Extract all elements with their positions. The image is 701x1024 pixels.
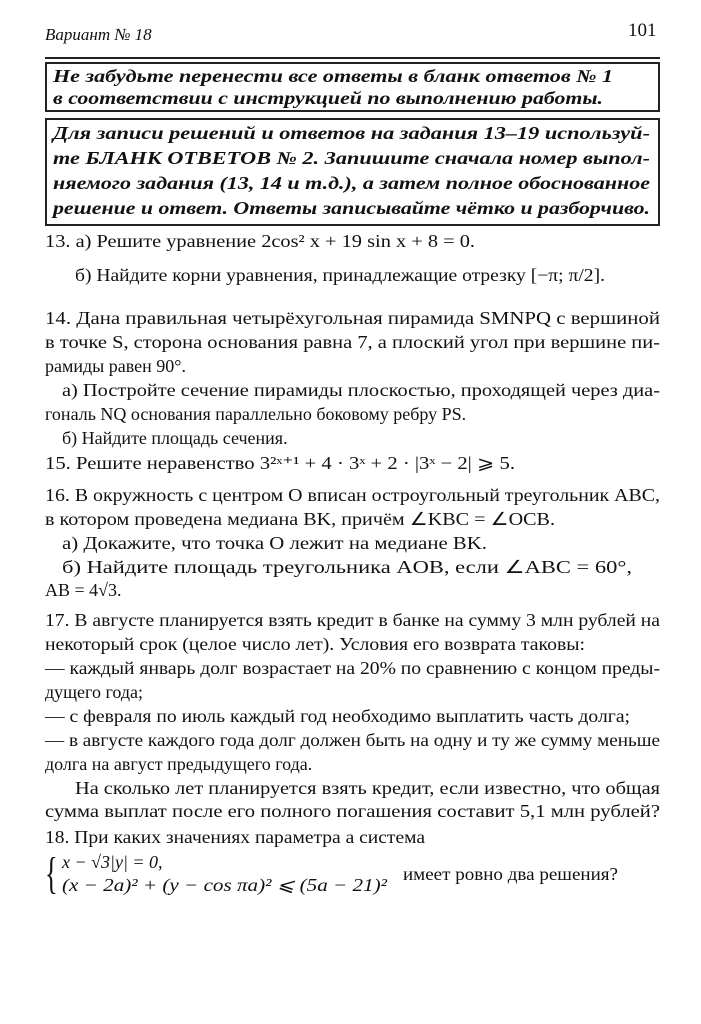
task18-intro: 18. При каких значениях параметра a система bbox=[45, 827, 426, 847]
task17-line: — каждый январь долг возрастает на 20% по сравнению с концом преды- bbox=[45, 658, 660, 678]
task15: 15. Решите неравенство 3²ˣ⁺¹ + 4 · 3ˣ + 2 · |3ˣ − 2| ⩾ 5. bbox=[45, 453, 515, 473]
task13-b: б) Найдите корни уравнения, принадлежащие отрезку [−π; π/2]. bbox=[75, 265, 605, 285]
task17-line: На сколько лет планируется взять кредит, если известно, что общая bbox=[75, 778, 660, 798]
variant-header: Вариант № 18 bbox=[45, 25, 152, 44]
system-brace: { bbox=[45, 849, 58, 898]
task16-line: б) Найдите площадь треугольника AOB, если ∠ABC = 60°, bbox=[62, 557, 632, 577]
notice2-line: те БЛАНК ОТВЕТОВ № 2. Запишите сначала номер выпол- bbox=[53, 148, 650, 168]
task18-eq1: x − √3|y| = 0, bbox=[62, 852, 163, 872]
task17-line: долга на август предыдущего года. bbox=[45, 754, 313, 774]
notice2-line: Для записи решений и ответов на задания 13–19 используй- bbox=[53, 123, 650, 143]
task14-line: 14. Дана правильная четырёхугольная пирамида SMNPQ с вершиной bbox=[45, 308, 660, 328]
header-rule bbox=[45, 57, 660, 59]
task16-line: 16. В окружность с центром O вписан остроугольный треугольник ABC, bbox=[45, 485, 660, 505]
task18-eq2: (x − 2a)² + (y − cos πa)² ⩽ (5a − 21)² bbox=[62, 875, 388, 895]
task17-line: сумма выплат после его полного погашения составит 5,1 млн рублей? bbox=[45, 801, 660, 821]
task17-line: дущего года; bbox=[45, 682, 144, 702]
task17-line: 17. В августе планируется взять кредит в банке на сумму 3 млн рублей на bbox=[45, 610, 660, 630]
notice2-line: решение и ответ. Ответы записывайте чётко и разборчиво. bbox=[53, 198, 650, 218]
task18-tail: имеет ровно два решения? bbox=[403, 864, 618, 884]
task14-line: гональ NQ основания параллельно боковому ребру PS. bbox=[45, 404, 467, 424]
task14-line: а) Постройте сечение пирамиды плоскостью, проходящей через диа- bbox=[62, 380, 660, 400]
task14-line: б) Найдите площадь сечения. bbox=[62, 428, 288, 448]
page-number: 101 bbox=[628, 20, 657, 41]
task14-line: в точке S, сторона основания равна 7, а плоский угол при вершине пи- bbox=[45, 332, 660, 352]
task17-line: некоторый срок (целое число лет). Условия его возврата таковы: bbox=[45, 634, 585, 654]
task16-line: а) Докажите, что точка O лежит на медиане BK. bbox=[62, 533, 487, 553]
task13-a: 13. а) Решите уравнение 2cos² x + 19 sin x + 8 = 0. bbox=[45, 231, 475, 251]
notice1-line: в соответствии с инструкцией по выполнению работы. bbox=[53, 88, 603, 108]
notice2-line: няемого задания (13, 14 и т.д.), а затем полное обоснованное bbox=[53, 173, 650, 193]
task16-line: в котором проведена медиана BK, причём ∠KBC = ∠OCB. bbox=[45, 509, 555, 529]
task16-line: AB = 4√3. bbox=[45, 580, 122, 600]
task14-line: рамиды равен 90°. bbox=[45, 356, 186, 376]
task17-line: — в августе каждого года долг должен быть на одну и ту же сумму меньше bbox=[45, 730, 660, 750]
task17-line: — с февраля по июль каждый год необходимо выплатить часть долга; bbox=[45, 706, 630, 726]
notice1-line: Не забудьте перенести все ответы в бланк ответов № 1 bbox=[53, 66, 613, 86]
